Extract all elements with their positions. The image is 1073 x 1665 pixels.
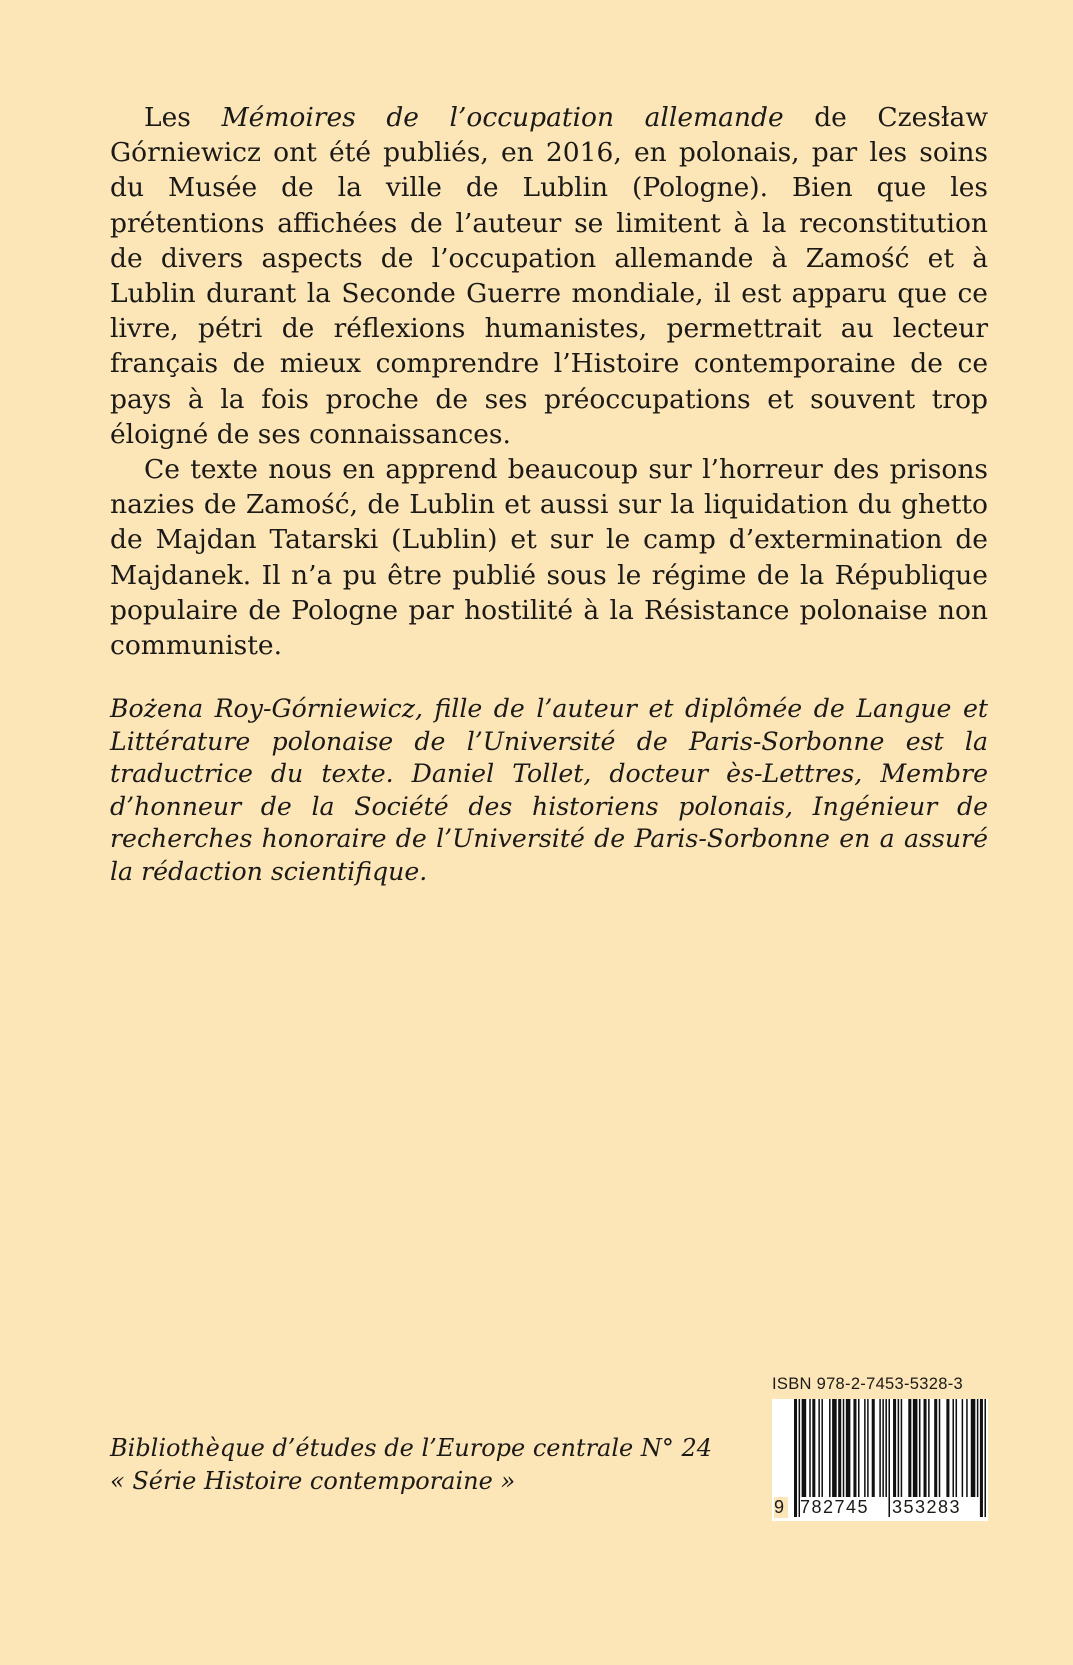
barcode-bar xyxy=(913,1399,918,1497)
barcode-bar xyxy=(977,1399,979,1497)
blurb-p1-start: Les xyxy=(144,102,222,133)
barcode-bar xyxy=(898,1399,900,1497)
barcode-bar xyxy=(952,1399,954,1497)
barcode-digits xyxy=(772,1495,988,1521)
barcode-bar xyxy=(846,1399,851,1497)
barcode-bar xyxy=(885,1399,887,1497)
barcode-bar xyxy=(867,1399,869,1497)
series-info xyxy=(110,1432,730,1498)
barcode-bar xyxy=(946,1399,949,1497)
book-title: Mémoires de l’occupation allemande xyxy=(221,102,784,133)
barcode-bar xyxy=(971,1399,976,1497)
barcode-bar xyxy=(919,1399,921,1497)
barcode-bar xyxy=(939,1399,941,1497)
blurb-p1-rest: de Czesław Górniewicz ont été publiés, en 2016, en polonais, par les soins du Musée de la ville de Lublin (Pologne). Bien que les prétentions affichées de l’auteur se limitent à la reconstitution de divers aspects de l’occupation allemande à Zamość et à Lublin durant la Seconde Guerre mondiale, il est apparu que ce livre, pétri de réflexions humanistes, permettrait au lecteur français de mieux comprendre l’Histoire contemporaine de ce pays à la fois proche de ses préoccupations et souvent trop éloigné de ses connaissances. xyxy=(110,102,988,450)
blurb-paragraph-2: Ce texte nous en apprend beaucoup sur l’horreur des prisons nazies de Zamość, de Lublin et aussi sur la liquidation du ghetto de Majdan Tatarski (Lublin) et sur le camp d’extermination de Majdanek. Il n’a pu être publié sous le régime de la République populaire de Pologne par hostilité à la Résistance polonaise non communiste. xyxy=(110,454,988,662)
barcode-bar xyxy=(966,1399,968,1497)
barcode-digit-first: 9 xyxy=(774,1497,788,1518)
barcode-bar xyxy=(853,1399,856,1497)
barcode-bar xyxy=(956,1399,958,1497)
barcode-bar xyxy=(962,1399,964,1497)
barcode-bar xyxy=(872,1399,875,1497)
barcode-bar xyxy=(821,1399,823,1497)
blurb-text xyxy=(110,100,988,663)
barcode-box xyxy=(772,1399,988,1521)
barcode-bar xyxy=(832,1399,837,1497)
blurb-paragraph-1 xyxy=(110,100,988,452)
barcode-bar xyxy=(928,1399,930,1497)
credits-text: Bożena Roy-Górniewicz, fille de l’auteur et diplômée de Langue et Littérature polonaise de l’Université de Paris-Sorbonne est la traductrice du texte. Daniel Tollet, docteur ès-Lettres, Membre d’honneur de la Société des historiens polonais, Ingénieur de recherches honoraire de l’Université de Paris-Sorbonne en a assuré la rédaction scientifique. xyxy=(110,694,988,886)
barcode-bar xyxy=(829,1399,831,1497)
barcode-bar xyxy=(843,1399,845,1497)
barcode-bar xyxy=(812,1399,815,1497)
barcode-bar xyxy=(901,1399,903,1497)
barcode-bar xyxy=(809,1399,811,1497)
barcode-bar xyxy=(864,1399,866,1497)
barcode-bar xyxy=(879,1399,881,1497)
barcode-bar xyxy=(908,1399,911,1497)
barcode-digits-left: 782745 xyxy=(800,1497,870,1517)
series-name: Bibliothèque d’études de l’Europe centrale N° 24 xyxy=(110,1434,713,1462)
isbn-barcode xyxy=(772,1374,988,1521)
barcode-bar xyxy=(838,1399,841,1497)
barcode-digits-right: 353283 xyxy=(892,1497,962,1517)
isbn-number: ISBN 978-2-7453-5328-3 xyxy=(772,1375,963,1393)
barcode-bar xyxy=(802,1399,807,1497)
barcode-bar xyxy=(882,1399,884,1497)
barcode-bar xyxy=(924,1399,927,1497)
barcode-bar xyxy=(858,1399,860,1497)
series-subtitle: « Série Histoire contemporaine » xyxy=(110,1467,516,1495)
barcode-bar xyxy=(934,1399,937,1497)
barcode-bar xyxy=(818,1399,820,1497)
